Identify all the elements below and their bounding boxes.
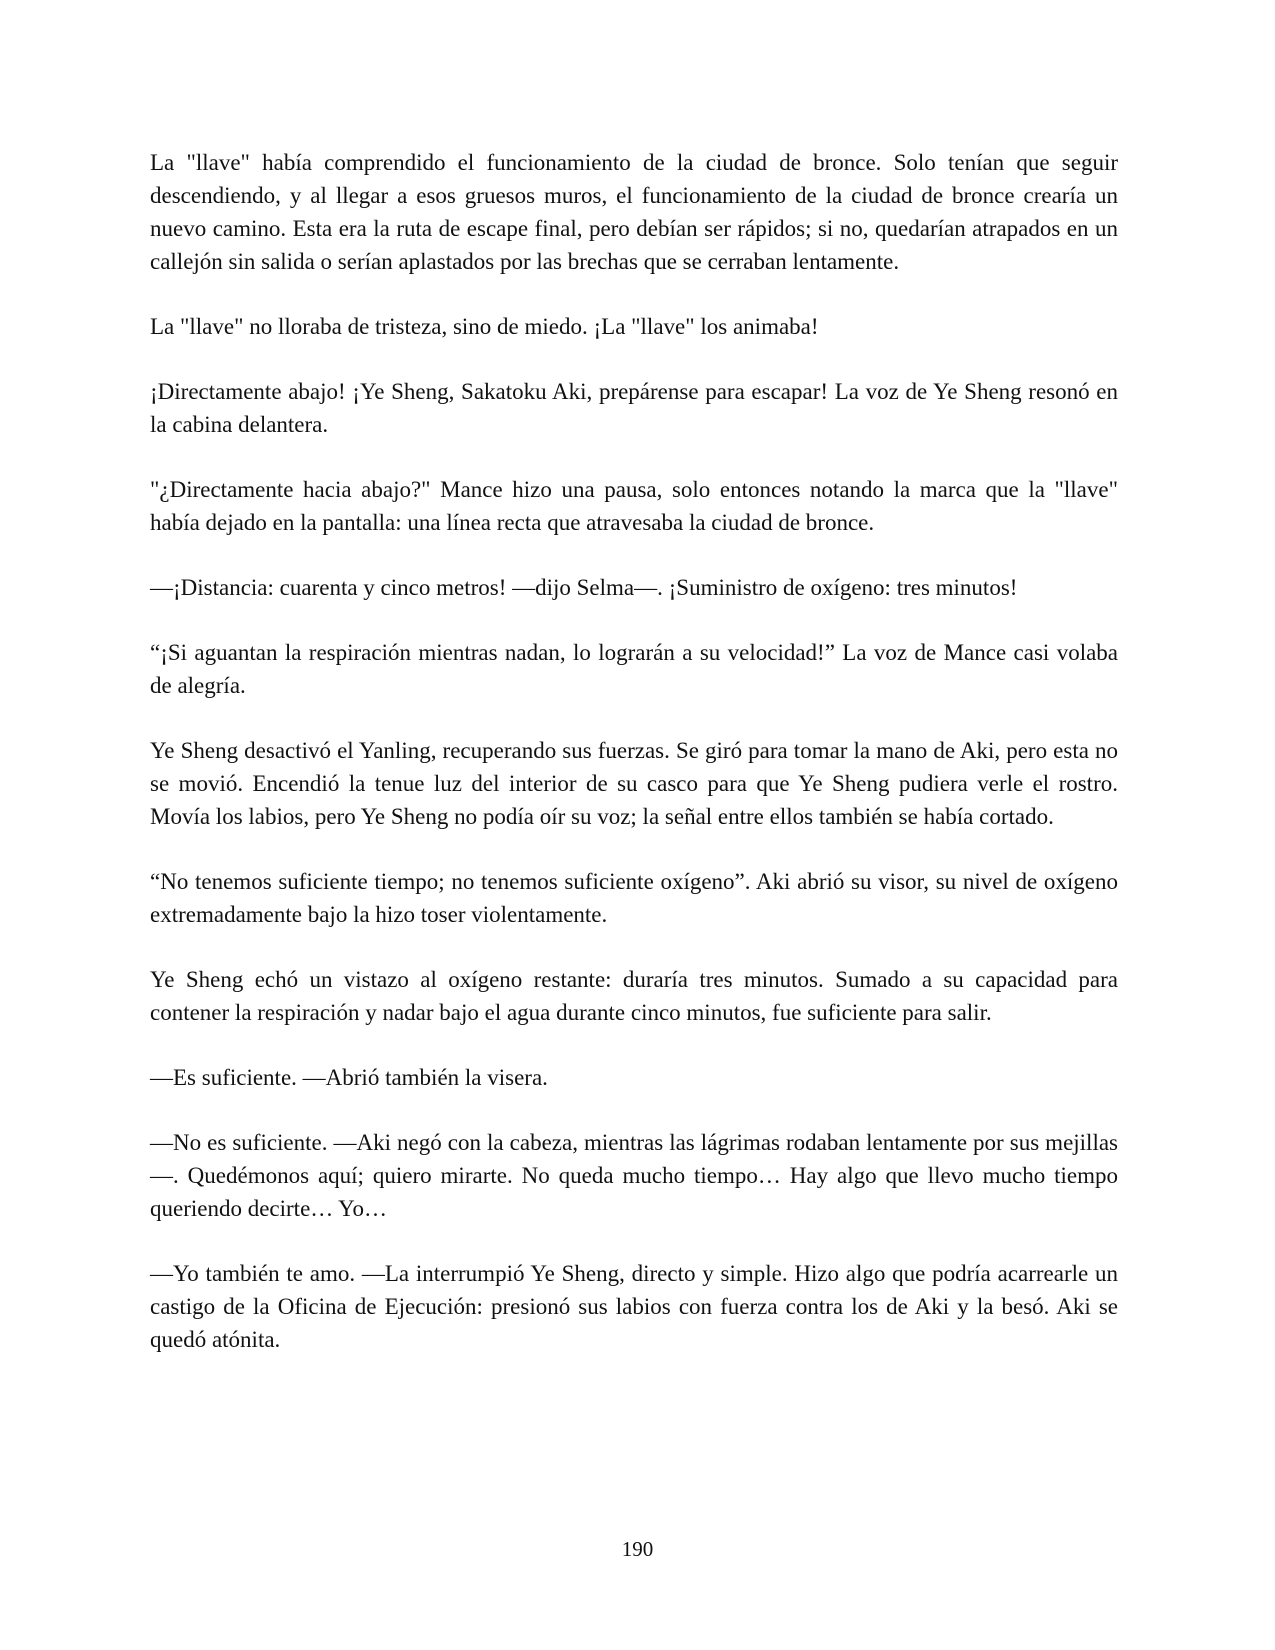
paragraph: La "llave" había comprendido el funcionamiento de la ciudad de bronce. Solo tenían que seguir descendiendo, y al llegar a esos gruesos muros, el funcionamiento de la ciudad de bronce crearía un nuevo camino. Esta era la ruta de escape final, pero debían ser rápidos; si no, quedarían atrapados en un callejón sin salida o serían aplastados por las brechas que se cerraban lentamente.	[150, 150, 1118, 274]
paragraph: Ye Sheng echó un vistazo al oxígeno restante: duraría tres minutos. Sumado a su capacidad para contener la respiración y nadar bajo el agua durante cinco minutos, fue suficiente para salir.	[150, 967, 1118, 1025]
paragraph: ¡Directamente abajo! ¡Ye Sheng, Sakatoku Aki, prepárense para escapar! La voz de Ye Sheng resonó en la cabina delantera.	[150, 379, 1118, 437]
paragraph: "¿Directamente hacia abajo?" Mance hizo una pausa, solo entonces notando la marca que la "llave" había dejado en la pantalla: una línea recta que atravesaba la ciudad de bronce.	[150, 477, 1118, 535]
paragraph: Ye Sheng desactivó el Yanling, recuperando sus fuerzas. Se giró para tomar la mano de Aki, pero esta no se movió. Encendió la tenue luz del interior de su casco para que Ye Sheng pudiera verle el rostro. Movía los labios, pero Ye Sheng no podía oír su voz; la señal entre ellos también se había cortado.	[150, 738, 1118, 829]
paragraph: —No es suficiente. —Aki negó con la cabeza, mientras las lágrimas rodaban lentamente por sus mejillas—. Quedémonos aquí; quiero mirarte. No queda mucho tiempo… Hay algo que llevo mucho tiempo queriendo decirte… Yo…	[150, 1130, 1118, 1221]
paragraph: —Yo también te amo. —La interrumpió Ye Sheng, directo y simple. Hizo algo que podría acarrearle un castigo de la Oficina de Ejecución: presionó sus labios con fuerza contra los de Aki y la besó. Aki se quedó atónita.	[150, 1261, 1118, 1352]
paragraph: —¡Distancia: cuarenta y cinco metros! —dijo Selma—. ¡Suministro de oxígeno: tres minutos!	[150, 575, 1018, 600]
paragraph: “No tenemos suficiente tiempo; no tenemos suficiente oxígeno”. Aki abrió su visor, su nivel de oxígeno extremadamente bajo la hizo toser violentamente.	[150, 869, 1118, 927]
paragraph: “¡Si aguantan la respiración mientras nadan, lo lograrán a su velocidad!” La voz de Mance casi volaba de alegría.	[150, 640, 1118, 698]
paragraph: —Es suficiente. —Abrió también la visera.	[150, 1065, 548, 1090]
paragraph: La "llave" no lloraba de tristeza, sino de miedo. ¡La "llave" los animaba!	[150, 314, 819, 339]
page-number: 190	[621, 1537, 654, 1561]
page-body	[150, 146, 1118, 1388]
